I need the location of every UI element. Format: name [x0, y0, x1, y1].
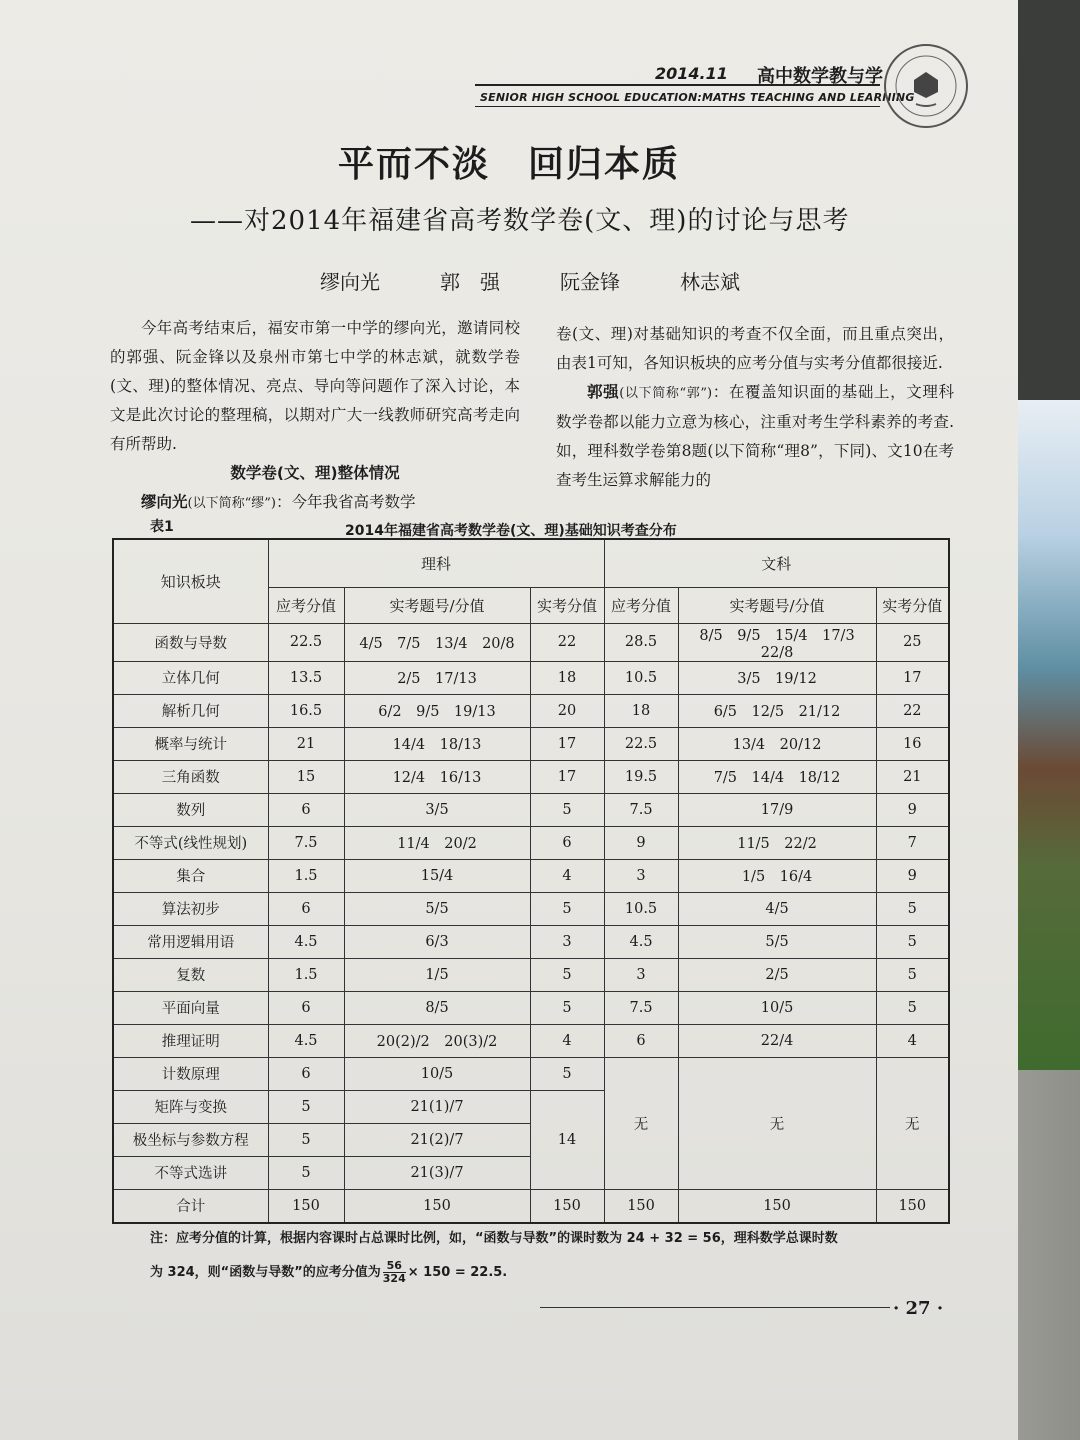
cell-science-expected: 1.5	[268, 859, 344, 892]
cell-science-actual: 22	[530, 623, 604, 661]
col-header-arts-expected: 应考分值	[604, 587, 678, 623]
author-2: 郭 强	[440, 270, 500, 294]
cell-arts-actual: 5	[876, 925, 949, 958]
cell-arts-expected: 28.5	[604, 623, 678, 661]
cell-arts-expected: 4.5	[604, 925, 678, 958]
table-row	[113, 826, 949, 859]
cell-arts-actual: 9	[876, 859, 949, 892]
cell-arts-expected: 10.5	[604, 661, 678, 694]
knowledge-distribution-table	[112, 538, 950, 1224]
cell-block: 复数	[113, 958, 268, 991]
cell-arts-expected: 18	[604, 694, 678, 727]
cell-block: 极坐标与参数方程	[113, 1123, 268, 1156]
cell-block: 集合	[113, 859, 268, 892]
cell-arts-items: 5/5	[678, 925, 876, 958]
cell-arts-actual: 7	[876, 826, 949, 859]
cell-science-expected: 4.5	[268, 925, 344, 958]
cell-science-items: 21(2)/7	[344, 1123, 530, 1156]
table-label: 表1	[150, 519, 174, 535]
cell-arts-items: 22/4	[678, 1024, 876, 1057]
fraction	[383, 1260, 406, 1285]
group-header-science: 理科	[268, 539, 604, 587]
cell-science-actual: 18	[530, 661, 604, 694]
article-title: 平而不淡 回归本质	[337, 144, 680, 185]
table-row	[113, 958, 949, 991]
cell-science-actual: 5	[530, 892, 604, 925]
cell-block: 立体几何	[113, 661, 268, 694]
cell-science-expected: 5	[268, 1090, 344, 1123]
cell-arts-items: 11/5 22/2	[678, 826, 876, 859]
col-header-block: 知识板块	[113, 539, 268, 623]
cell-science-expected: 6	[268, 892, 344, 925]
table-row	[113, 1024, 949, 1057]
table-row-elective-1	[113, 1057, 949, 1090]
article-subtitle: ——对2014年福建省高考数学卷(文、理)的讨论与思考	[190, 206, 850, 236]
table-row	[113, 859, 949, 892]
table-row	[113, 623, 949, 661]
cell-arts-items: 150	[678, 1189, 876, 1223]
cell-science-expected: 5	[268, 1123, 344, 1156]
cell-block: 常用逻辑用语	[113, 925, 268, 958]
speaker-abbrev-note: (以下简称“缪”)	[187, 496, 276, 511]
cell-science-items: 6/2 9/5 19/13	[344, 694, 530, 727]
note-line-2-post: × 150 = 22.5.	[407, 1265, 508, 1280]
cell-science-items: 21(1)/7	[344, 1090, 530, 1123]
cell-block: 数列	[113, 793, 268, 826]
table-row	[113, 892, 949, 925]
cell-science-items: 5/5	[344, 892, 530, 925]
table-row	[113, 991, 949, 1024]
speaker-text: ：今年我省高考数学	[275, 493, 416, 511]
cell-science-expected: 22.5	[268, 623, 344, 661]
cell-arts-items: 7/5 14/4 18/12	[678, 760, 876, 793]
cell-science-actual: 6	[530, 826, 604, 859]
cell-block: 不等式(线性规划)	[113, 826, 268, 859]
cell-arts-expected: 19.5	[604, 760, 678, 793]
cell-science-items: 4/5 7/5 13/4 20/8	[344, 623, 530, 661]
cell-science-actual-merged: 14	[530, 1090, 604, 1189]
table-row-total	[113, 1189, 949, 1223]
cell-arts-actual: 5	[876, 958, 949, 991]
cell-arts-actual: 150	[876, 1189, 949, 1223]
author-1: 缪向光	[320, 270, 380, 294]
header-date: 2014.11	[655, 64, 728, 83]
cell-science-expected: 15	[268, 760, 344, 793]
cell-arts-actual: 5	[876, 991, 949, 1024]
table-row	[113, 661, 949, 694]
section-heading: 数学卷(文、理)整体情况	[230, 464, 400, 482]
cell-arts-actual-none: 无	[876, 1057, 949, 1189]
table-caption: 2014年福建省高考数学卷(文、理)基础知识考查分布	[345, 523, 677, 539]
cell-arts-items: 17/9	[678, 793, 876, 826]
cell-science-expected: 7.5	[268, 826, 344, 859]
cell-science-expected: 4.5	[268, 1024, 344, 1057]
cell-science-expected: 21	[268, 727, 344, 760]
cell-science-items: 14/4 18/13	[344, 727, 530, 760]
cell-science-items: 10/5	[344, 1057, 530, 1090]
cell-arts-items: 10/5	[678, 991, 876, 1024]
cell-science-items: 6/3	[344, 925, 530, 958]
page-number: · 27 ·	[893, 1298, 944, 1319]
cell-science-actual: 5	[530, 793, 604, 826]
background-page-edge	[1016, 1070, 1080, 1440]
cell-block: 算法初步	[113, 892, 268, 925]
speaker-abbrev-note: (以下简称“郭”)	[619, 386, 713, 401]
table-body	[113, 623, 949, 1223]
cell-science-items: 3/5	[344, 793, 530, 826]
table-row	[113, 925, 949, 958]
cell-arts-expected: 7.5	[604, 991, 678, 1024]
note-line-2-pre: 为 324，则“函数与导数”的应考分值为	[150, 1265, 381, 1280]
table-note	[150, 1222, 950, 1290]
speaker-text: ：在覆盖知识面的基础上，文理科数学卷都以能力立意为核心，注重对考生学科素养的考查. 如，理科数学卷第8题(以下简称“理8”，下同)、文10在考查考生运算求解能力的	[556, 383, 954, 489]
table-row	[113, 793, 949, 826]
discussion-paragraph-miao	[110, 488, 520, 518]
cell-block: 平面向量	[113, 991, 268, 1024]
group-header-arts: 文科	[604, 539, 949, 587]
cell-science-items: 1/5	[344, 958, 530, 991]
cell-science-actual: 20	[530, 694, 604, 727]
cell-block: 函数与导数	[113, 623, 268, 661]
speaker-name: 缪向光	[141, 493, 188, 511]
cell-science-actual: 4	[530, 1024, 604, 1057]
cell-science-expected: 150	[268, 1189, 344, 1223]
cell-block: 合计	[113, 1189, 268, 1223]
cell-science-expected: 1.5	[268, 958, 344, 991]
footer-rule	[540, 1307, 890, 1308]
cell-arts-expected: 3	[604, 859, 678, 892]
cell-arts-items: 8/5 9/5 15/4 17/3 22/8	[678, 623, 876, 661]
cell-science-items: 12/4 16/13	[344, 760, 530, 793]
cell-science-items: 2/5 17/13	[344, 661, 530, 694]
col-header-science-items: 实考题号/分值	[344, 587, 530, 623]
cell-science-expected: 13.5	[268, 661, 344, 694]
cell-arts-expected: 6	[604, 1024, 678, 1057]
intro-paragraph: 今年高考结束后，福安市第一中学的缪向光，邀请同校的郭强、阮金锋以及泉州市第七中学的林志斌，就数学卷(文、理)的整体情况、亮点、导向等问题作了深入讨论，本文是此次讨论的整理稿，以期对广大一线教师研究高考走向有所帮助.	[110, 319, 520, 453]
cell-arts-actual: 5	[876, 892, 949, 925]
cell-science-actual: 5	[530, 1057, 604, 1090]
fraction-numerator: 56	[383, 1260, 406, 1273]
col-header-science-actual: 实考分值	[530, 587, 604, 623]
cell-science-actual: 5	[530, 958, 604, 991]
cell-block: 矩阵与变换	[113, 1090, 268, 1123]
table-row	[113, 694, 949, 727]
cell-science-items: 15/4	[344, 859, 530, 892]
journal-seal-logo	[884, 44, 968, 128]
cell-arts-actual: 17	[876, 661, 949, 694]
cell-arts-items: 2/5	[678, 958, 876, 991]
cell-arts-actual: 22	[876, 694, 949, 727]
cell-arts-items: 13/4 20/12	[678, 727, 876, 760]
cell-science-items: 150	[344, 1189, 530, 1223]
table-row	[113, 760, 949, 793]
author-4: 林志斌	[680, 270, 740, 294]
cell-block: 解析几何	[113, 694, 268, 727]
cell-arts-items: 4/5	[678, 892, 876, 925]
cell-arts-items: 6/5 12/5 21/12	[678, 694, 876, 727]
cell-science-expected: 6	[268, 1057, 344, 1090]
cell-arts-actual: 9	[876, 793, 949, 826]
cell-block: 计数原理	[113, 1057, 268, 1090]
table-row	[113, 727, 949, 760]
cell-arts-items-none: 无	[678, 1057, 876, 1189]
header-rule-bottom	[475, 106, 880, 107]
cell-science-actual: 17	[530, 727, 604, 760]
col-header-arts-actual: 实考分值	[876, 587, 949, 623]
header-english-title: SENIOR HIGH SCHOOL EDUCATION:MATHS TEACHING AND LEARNING	[480, 91, 915, 104]
cell-arts-expected: 10.5	[604, 892, 678, 925]
cell-arts-actual: 21	[876, 760, 949, 793]
cell-arts-actual: 4	[876, 1024, 949, 1057]
cell-arts-expected: 22.5	[604, 727, 678, 760]
cell-arts-items: 3/5 19/12	[678, 661, 876, 694]
cell-block: 三角函数	[113, 760, 268, 793]
note-line-1: 注：应考分值的计算，根据内容课时占总课时比例，如，“函数与导数”的课时数为 24 + 32 = 56，理科数学总课时数	[150, 1231, 838, 1246]
cell-arts-expected: 7.5	[604, 793, 678, 826]
cell-arts-items: 1/5 16/4	[678, 859, 876, 892]
note-line-2	[150, 1256, 950, 1290]
cell-arts-expected: 150	[604, 1189, 678, 1223]
speaker-name: 郭强	[587, 383, 620, 401]
cell-arts-expected-none: 无	[604, 1057, 678, 1189]
background-photo	[1016, 400, 1080, 1070]
cell-science-expected: 6	[268, 991, 344, 1024]
cell-science-expected: 6	[268, 793, 344, 826]
cell-science-items: 8/5	[344, 991, 530, 1024]
cell-arts-expected: 9	[604, 826, 678, 859]
header-journal-title: 高中数学教与学	[757, 66, 883, 87]
cell-science-expected: 16.5	[268, 694, 344, 727]
seal-emblem-icon	[886, 46, 966, 126]
body-left-column	[110, 314, 520, 518]
cell-science-actual: 150	[530, 1189, 604, 1223]
header-rule	[475, 84, 880, 86]
cell-block: 概率与统计	[113, 727, 268, 760]
cell-science-actual: 5	[530, 991, 604, 1024]
cell-science-items: 11/4 20/2	[344, 826, 530, 859]
cell-science-items: 21(3)/7	[344, 1156, 530, 1189]
cell-arts-actual: 25	[876, 623, 949, 661]
cell-arts-expected: 3	[604, 958, 678, 991]
cell-block: 不等式选讲	[113, 1156, 268, 1189]
cell-science-items: 20(2)/2 20(3)/2	[344, 1024, 530, 1057]
cell-science-actual: 17	[530, 760, 604, 793]
cell-science-actual: 3	[530, 925, 604, 958]
cell-block: 推理证明	[113, 1024, 268, 1057]
author-3: 阮金锋	[560, 270, 620, 294]
col-header-arts-items: 实考题号/分值	[678, 587, 876, 623]
continued-paragraph: 卷(文、理)对基础知识的考查不仅全面，而且重点突出，由表1可知，各知识板块的应考分值与实考分值都很接近.	[556, 325, 954, 372]
cell-science-actual: 4	[530, 859, 604, 892]
cell-science-expected: 5	[268, 1156, 344, 1189]
discussion-paragraph-guo	[556, 378, 954, 495]
fraction-denominator: 324	[382, 1272, 406, 1285]
body-right-column	[556, 320, 954, 495]
cell-arts-actual: 16	[876, 727, 949, 760]
col-header-science-expected: 应考分值	[268, 587, 344, 623]
